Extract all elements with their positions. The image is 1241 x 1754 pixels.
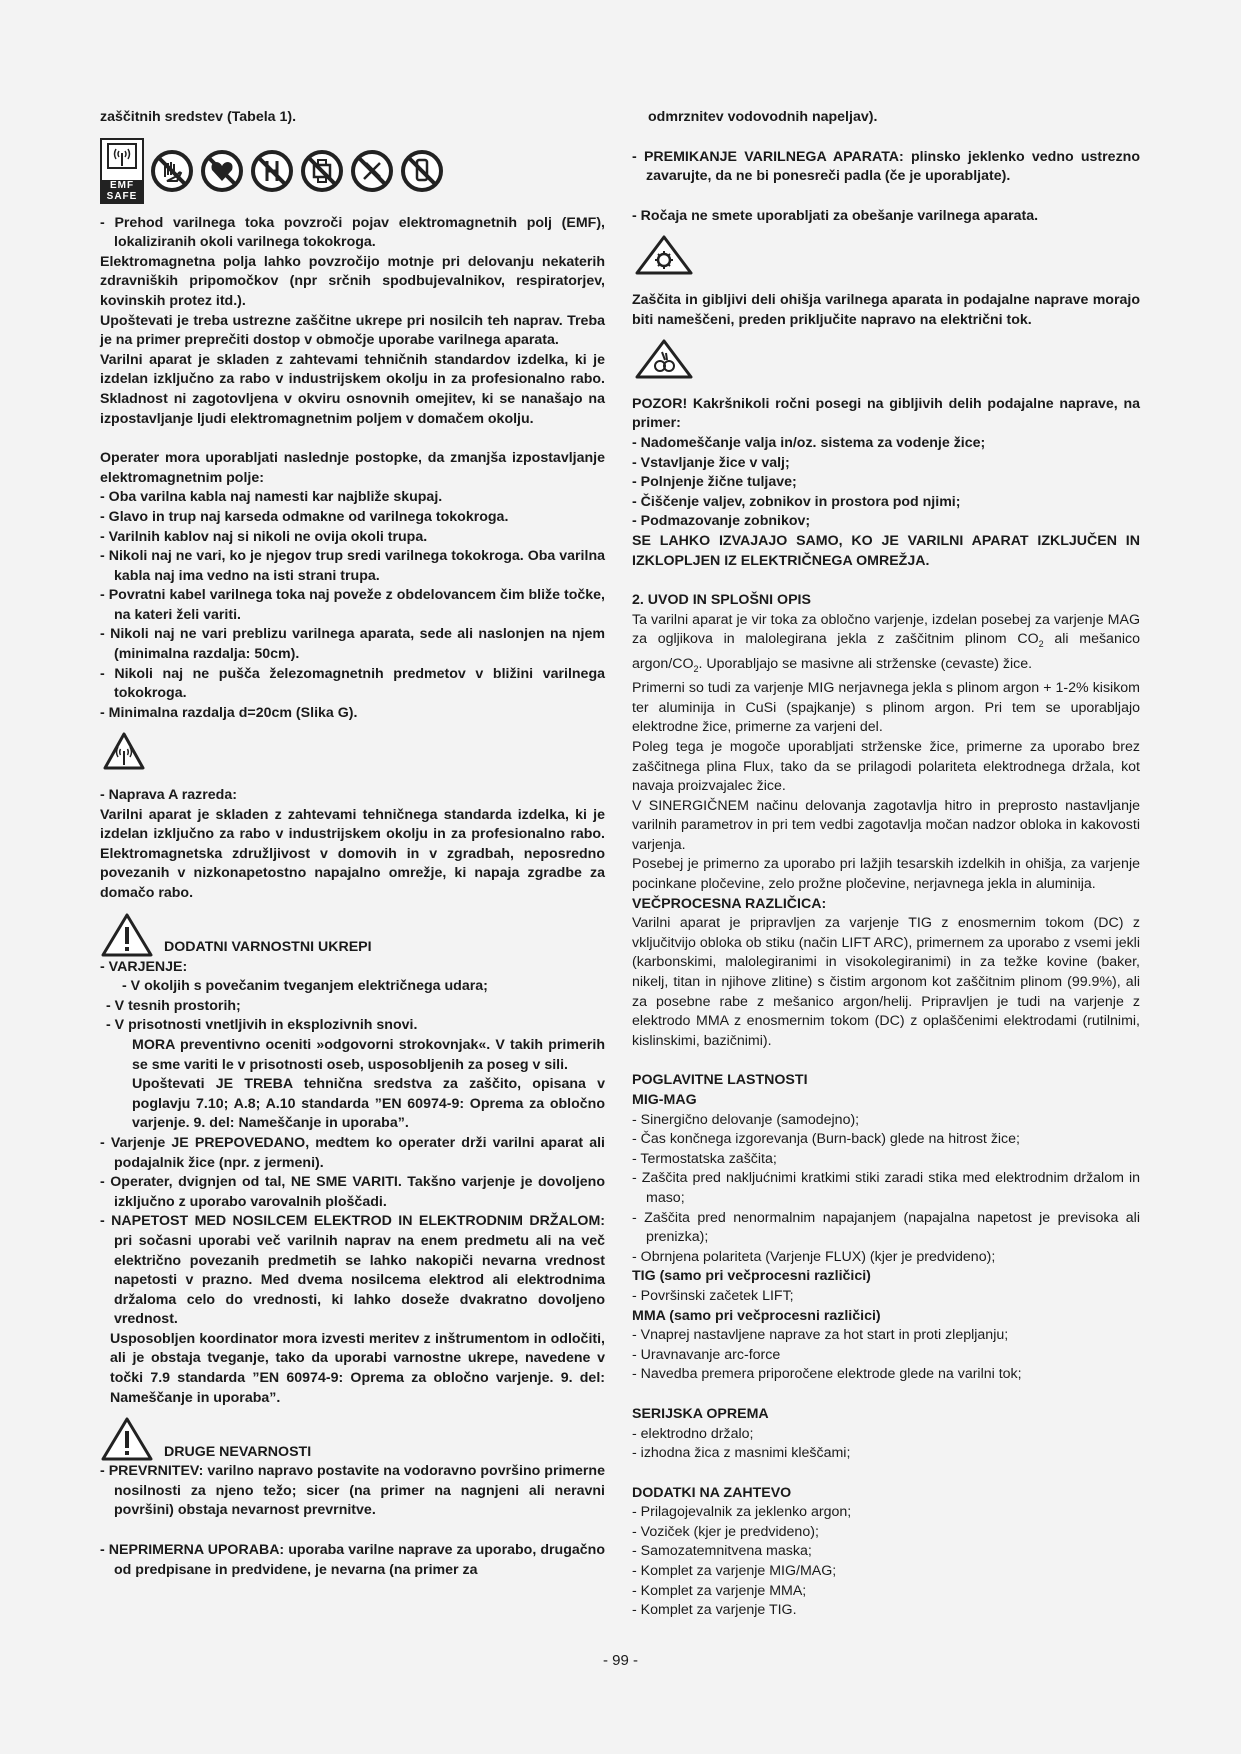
no-phone-icon — [400, 149, 444, 193]
feature-item: - Zaščita pred nenormalnim napajanjem (napajalna napetost je previsoka ali prenizka); — [632, 1209, 1140, 1246]
feature-item: - Termostatska zaščita; — [632, 1150, 777, 1167]
accessories-title: DODATKI NA ZAHTEVO — [632, 1484, 792, 1501]
right-column — [632, 108, 1140, 1621]
hazard-item: - PREVRNITEV: varilno napravo postavite na vodoravno površino primerne nosilnosti za njeno težo; sicer (na primer na nagnjeni ali neravni površini) obstaja nevarnost prevrnitve. — [100, 1463, 605, 1519]
extra-safety-title: DODATNI VARNOSTNI UKREPI — [164, 939, 372, 955]
welding-item: - V tesnih prostorih; — [106, 997, 241, 1014]
accessory-item: - Voziček (kjer je predvideno); — [632, 1523, 819, 1540]
section-2-intro: Ta varilni aparat je vir toka za obločno varjenje, izdelan posebej za varjenje MAG za ogljikova in malolegirana jekla z zaščitnim plinom $CO_2$ ali mešanico argon/$CO_2$. Uporabljajo se masivne ali strženske (cevaste) žice. — [632, 611, 1140, 674]
no-pacemaker-icon — [200, 149, 244, 193]
other-hazards-title: DRUGE NEVARNOSTI — [164, 1443, 312, 1460]
emf-label: EMF — [102, 180, 142, 191]
class-a-title: - Naprava A razreda: — [100, 787, 237, 804]
serial-equipment-title: SERIJSKA OPREMA — [632, 1405, 769, 1422]
feature-item: - Obrnjena polariteta (Varjenje FLUX) (kjer je predvideno); — [632, 1248, 996, 1265]
equipment-item: - izhodna žica z masnimi kleščami; — [632, 1445, 851, 1462]
general-warning-icon — [100, 1416, 154, 1462]
procedure-item: - Minimalna razdalja d=20cm (Slika G). — [100, 704, 358, 721]
feature-item: - Zaščita pred nakljućnimi kratkimi stiki zaradi stika med elektrodnim držalom in maso; — [632, 1170, 1140, 1206]
page-number: - 99 - — [602, 1652, 638, 1669]
other-hazards-heading — [100, 1416, 605, 1462]
caution-item: - Vstavljanje žice v valj; — [632, 454, 790, 471]
feature-item: - Sinergično delovanje (samodejno); — [632, 1111, 860, 1128]
procedure-item: - Povratni kabel varilnega toka naj poveže z obdelovancem čim bliže točke, na kateri želi variti. — [100, 587, 605, 623]
procedure-item: - Glavo in trup naj karseda odmakne od varilnega tokokroga. — [100, 508, 509, 525]
intro-text: zaščitnih sredstev (Tabela 1). — [100, 109, 297, 125]
no-watch-icon — [300, 149, 344, 193]
caution-item: - Nadomeščanje valja in/oz. sistema za vodenje žice; — [632, 434, 986, 451]
left-column — [100, 108, 605, 1580]
moving-parts-warning-icon — [634, 234, 694, 276]
caution-item: - Podmazovanje zobnikov; — [632, 513, 811, 530]
hand-crush-warning-icon — [634, 338, 694, 380]
feature-item: - Vnaprej nastavljene naprave za hot start in proti zlepljanju; — [632, 1327, 1009, 1344]
welding-item: - V okoljih s povečanim tveganjem električnega udara; — [122, 978, 488, 995]
protective-measures-paragraph: Upoštevati je treba ustrezne zaščitne ukrepe pri nosilcih teh naprav. Treba je na primer preprečiti dostop v območje uporabe varilnega aparata. — [100, 312, 605, 349]
emf-devices-paragraph: Elektromagnetna polja lahko povzročijo motnje pri delovanju nekaterih zdravniških pripomočkov (npr srčnih spodbujevalnikov, respiratorjev, kovinskih protez itd.). — [100, 253, 605, 309]
safety-icon-row — [100, 138, 605, 204]
emf-paragraph: - Prehod varilnega toka povzroči pojav elektromagnetnih polj (EMF), lokaliziranih okoli varilnega tokokroga. — [100, 214, 605, 251]
compliance-paragraph: Varilni aparat je skladen z zahtevami tehničnih standardov izdelka, ki je izdelan izključno za rabo v industrijskem okolju in za profesionalno rabo. Skladnost ni zagotovljena v okviru osnovnih omejitev, ki se nanašajo na izpostavljanje ljudi elektromagnetnim poljem v domačem okolju. — [100, 351, 605, 427]
no-hand-contact-icon — [150, 149, 194, 193]
section-2-paragraph: V SINERGIČNEM načinu delovanja zagotavlja hitro in preprosto nastavljanje varilnih parametrov in pri tem vedbi zagotavlja močan nadzor obloka in kakovosti varjenja. — [632, 797, 1140, 853]
general-warning-icon — [100, 912, 154, 958]
section-2-paragraph: Posebej je primerno za uporabo pri lažjih tesarskih izdelkih in ohišja, za varjenje pocinkane pločevine, zelo prožne pločevine, nerjavnega jekla in aluminija. — [632, 856, 1140, 893]
procedure-item: - Nikoli naj ne pušča železomagnetnih predmetov v bližini varilnega tokokroga. — [100, 665, 605, 702]
must-assess-text: MORA preventivno oceniti »odgovorni strokovnjak«. V takih primerih se sme variti le v prisotnosti oseb, usposobljenih za poseg v sili. — [132, 1036, 605, 1073]
emf-safe-icon — [100, 138, 144, 204]
procedure-item: - Varilnih kablov naj si nikoli ne ovija okoli trupa. — [100, 528, 428, 545]
hazard-item: - NEPRIMERNA UPORABA: uporaba varilne naprave za uporabo, drugačno od predpisane in predvidene, je nevarna (na primer za — [100, 1542, 605, 1578]
procedure-item: - Oba varilna kabla naj namesti kar najbliže skupaj. — [100, 489, 443, 506]
emf-warning-icon — [102, 731, 146, 771]
accessory-item: - Samozatemnitvena maska; — [632, 1543, 812, 1560]
feature-item: - Navedba premera priporočene elektrode glede na varilni tok; — [632, 1366, 1022, 1383]
continued-text: odmrznitev vodovodnih napeljav). — [648, 109, 878, 125]
caution-item: - Čiščenje valjev, zobnikov in prostora pod njimi; — [632, 493, 961, 510]
equipment-item: - elektrodno držalo; — [632, 1425, 754, 1442]
multiprocess-title: VEČPROCESNA RAZLIČICA: — [632, 895, 827, 912]
accessory-item: - Komplet za varjenje MIG/MAG; — [632, 1563, 837, 1580]
mig-mag-title: MIG-MAG — [632, 1092, 697, 1108]
tig-title: TIG (samo pri večprocesni različici) — [632, 1268, 871, 1285]
moving-warning: - PREMIKANJE VARILNEGA APARATA: plinsko jeklenko vedno ustrezno zavarujte, da ne bi ponesreči padla (če je uporabljate). — [632, 148, 1140, 185]
section-2-paragraph: Poleg tega je mogoče uporabljati strženske žice, primerne za uporabo brez zaščitnega plina Flux, tako da se prilagodi polariteta elektrodnega držala, kot navaja proizvajalec žice. — [632, 738, 1140, 795]
welding-item: - V prisotnosti vnetljivih in eksplozivnih snovi. — [106, 1017, 418, 1034]
mma-title: MMA (samo pri večprocesni različici) — [632, 1307, 881, 1324]
feature-item: - Površinski začetek LIFT; — [632, 1287, 794, 1304]
feature-item: - Uravnavanje arc-force — [632, 1346, 781, 1363]
handle-warning: - Ročaja ne smete uporabljati za obešanje varilnega aparata. — [632, 207, 1039, 224]
section-2-paragraph: Primerni so tudi za varjenje MIG nerjavnega jekla s plinom argon + 1-2% kisikom ter aluminija in CuSi (spajkanje) s plinom argon. Pri tem se uporabljajo elektrodne žice, primerne za varjeni del. — [632, 680, 1140, 736]
accessory-item: - Prilagojevalnik za jeklenko argon; — [632, 1504, 852, 1521]
procedure-item: - Nikoli naj ne vari, ko je njegov trup sredi varilnega tokokroga. Oba varilna kabla naj ima vedno na isti strani trupa. — [100, 548, 605, 584]
section-2-title: 2. UVOD IN SPLOŠNI OPIS — [632, 592, 811, 609]
accessory-item: - Komplet za varjenje MMA; — [632, 1582, 807, 1599]
caution-item: - Polnjenje žične tuljave; — [632, 474, 797, 491]
caution-end: SE LAHKO IZVAJAJO SAMO, KO JE VARILNI APARAT IZKLJUČEN IN IZKLOPLJEN IZ ELEKTRIČNEGA OMREŽJA. — [632, 532, 1140, 569]
multiprocess-text: Varilni aparat je pripravljen za varjenje TIG z enosmernim tokom (DC) z vključitvijo obloka ob stiku (način LIFT ARC), primernem za uporabo z vsemi jekli (karbonskimi, malolegiranimi in visokolegiranimi) in za težke kovine (baker, nikelj, titan in njihove zlitine) s čistim argonom kot zaščitnim plinom (99.9%), ali za posebne rabe z mešanico argon/helij. Pripravljen je tudi na varjenje z elektrodo MMA z enosmernim tokom (DC) z oplaščenimi elektrodami (rutilnimi, kislinskimi, bazičnimi). — [632, 915, 1140, 1049]
forbidden-item: - NAPETOST MED NOSILCEM ELEKTROD IN ELEKTRODNIM DRŽALOM: pri sočasni uporabi več varilnih naprav na enem predmetu ali na več električno povezanih predmetih se lahko nakopiči nevarna vrednost napetosti v prazno. Med dvema nosilcema elektrod ali elektrodnima držaloma celo do vrednosti, ki lahko doseže dvakratno dovoljeno vrednost. — [100, 1213, 605, 1328]
forbidden-item: - Operater, dvignjen od tal, NE SME VARITI. Takšno varjenje je dovoljeno izključno z uporabo varovalnih ploščadi. — [100, 1174, 605, 1210]
protection-text: Zaščita in gibljivi deli ohišja varilnega aparata in podajalne naprave morajo biti nameščeni, preden priključite napravo na električni tok. — [632, 291, 1140, 328]
caution-text: POZOR! Kakršnikoli ročni posegi na gibljivih delih podajalne naprave, na primer: — [632, 395, 1140, 432]
coordinator-text: Usposobljen koordinator mora izvesti meritev z inštrumentom in odločiti, ali je obstaja tveganje, tako da uporabi varnostne ukrepe, navedene v točki 7.9 standarda ”EN 60974-9: Oprema za obločno varjenje. 9. del: Nameščanje in uporaba”. — [110, 1330, 605, 1406]
welding-label: - VARJENJE: — [100, 958, 188, 975]
operator-procedures-intro: Operater mora uporabljati naslednje postopke, da zmanjša izpostavljanje elektromagnetnim polje: — [100, 450, 605, 486]
accessory-item: - Komplet za varjenje TIG. — [632, 1602, 797, 1619]
no-metal-implant-icon — [250, 149, 294, 193]
class-a-text: Varilni aparat je skladen z zahtevami tehničnega standarda izdelka, ki je izdelan izključno za rabo v industrijskem okolju in za profesionalno rabo. Elektromagnetska združljivost v domovih in v zgradbah, neposredno povezanih v nizkonapetostno napajalno omrežje, ki napaja zgradbe za domačo rabo. — [100, 806, 605, 901]
feature-item: - Čas končnega izgorevanja (Burn-back) glede na hitrost žice; — [632, 1131, 1020, 1148]
procedure-item: - Nikoli naj ne vari preblizu varilnega aparata, sede ali naslonjen na njem (minimalna razdalja: 50cm). — [100, 626, 605, 663]
forbidden-item: - Varjenje JE PREPOVEDANO, medtem ko operater drži varilni aparat ali podajalnik žice (npr. z jermeni). — [100, 1134, 605, 1171]
safe-label: SAFE — [102, 191, 142, 202]
features-title: POGLAVITNE LASTNOSTI — [632, 1072, 808, 1089]
extra-safety-heading — [100, 912, 605, 958]
consider-measures-text: Upoštevati JE TREBA tehnična sredstva za zaščito, opisana v poglavju 7.10; A.8; A.10 standarda ”EN 60974-9: Oprema za obločno varjenje. 9. del: Nameščanje in uporaba”. — [132, 1076, 605, 1132]
no-metal-objects-icon — [350, 149, 394, 193]
